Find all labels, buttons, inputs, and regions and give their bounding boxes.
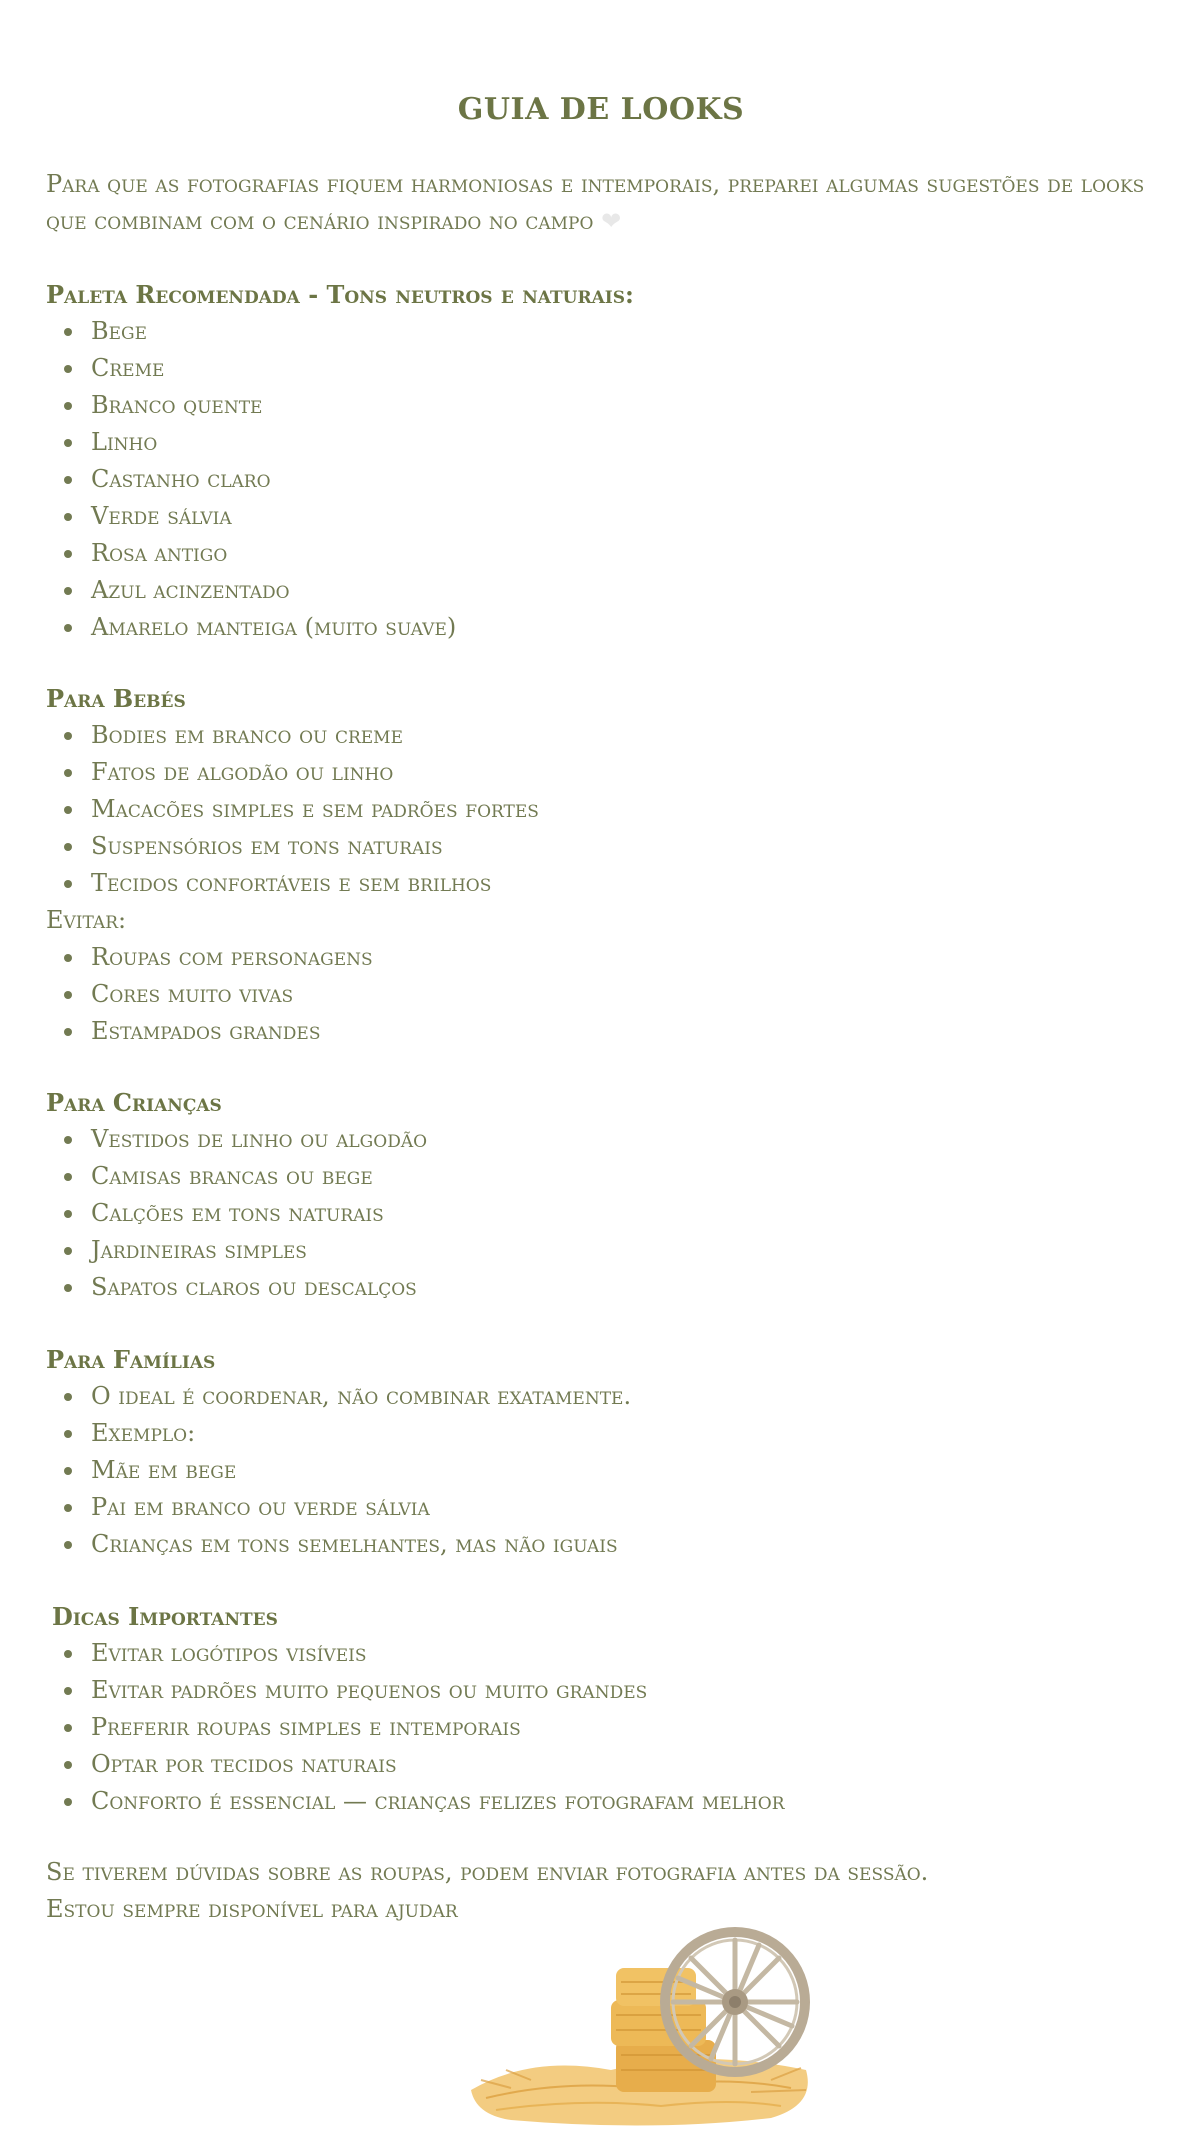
list-item: Sapatos claros ou descalços (46, 1269, 1156, 1306)
bullet-icon (64, 587, 72, 595)
bullet-icon (64, 1247, 72, 1255)
list-item: Preferir roupas simples e intemporais (46, 1709, 1156, 1746)
bullet-icon (64, 1541, 72, 1549)
list-item: Suspensórios em tons naturais (46, 828, 1156, 865)
list-item: Exemplo: (46, 1415, 1156, 1452)
list-item: Azul acinzentado (46, 572, 1156, 609)
bullet-icon (64, 843, 72, 851)
list-item: Creme (46, 350, 1156, 387)
bullet-icon (64, 1284, 72, 1292)
bullet-icon (64, 1467, 72, 1475)
bullet-icon (64, 328, 72, 336)
bullet-icon (64, 769, 72, 777)
list-item: Optar por tecidos naturais (46, 1746, 1156, 1783)
list-item: Camisas brancas ou bege (46, 1158, 1156, 1195)
closing-line-1: Se tiverem dúvidas sobre as roupas, podem enviar fotografia antes da sessão. (46, 1858, 929, 1886)
palette-list (46, 313, 1156, 646)
list-item: Cores muito vivas (46, 976, 1156, 1013)
list-item: Verde sálvia (46, 498, 1156, 535)
bullet-icon (64, 880, 72, 888)
bullet-icon (64, 1136, 72, 1144)
closing-paragraph (46, 1854, 1156, 1928)
tips-list (46, 1635, 1156, 1820)
list-item: Jardineiras simples (46, 1232, 1156, 1269)
list-item: Bodies em branco ou creme (46, 717, 1156, 754)
bullet-icon (64, 1724, 72, 1732)
list-item: Fatos de algodão ou linho (46, 754, 1156, 791)
bullet-icon (64, 476, 72, 484)
babies-avoid-list (46, 939, 1156, 1050)
bullet-icon (64, 402, 72, 410)
list-item: Mãe em bege (46, 1452, 1156, 1489)
bullet-icon (64, 1028, 72, 1036)
children-list (46, 1121, 1156, 1306)
list-item: Crianças em tons semelhantes, mas não iguais (46, 1526, 1156, 1563)
bullet-icon (64, 439, 72, 447)
intro-paragraph (46, 166, 1156, 240)
families-section (46, 1341, 1156, 1563)
hay-bales-wagon-wheel-icon (471, 1920, 816, 2130)
palette-heading: Paleta Recomendada - Tons neutros e naturais: (46, 280, 634, 309)
list-item: Calções em tons naturais (46, 1195, 1156, 1232)
list-item: Evitar padrões muito pequenos ou muito grandes (46, 1672, 1156, 1709)
bullet-icon (64, 1798, 72, 1806)
bullet-icon (64, 513, 72, 521)
list-item: O ideal é coordenar, não combinar exatamente. (46, 1378, 1156, 1415)
list-item: Evitar logótipos visíveis (46, 1635, 1156, 1672)
children-heading: Para Crianças (46, 1088, 222, 1117)
list-item: Branco quente (46, 387, 1156, 424)
families-heading: Para Famílias (46, 1345, 216, 1374)
bullet-icon (64, 1761, 72, 1769)
bullet-icon (64, 806, 72, 814)
list-item: Macacões simples e sem padrões fortes (46, 791, 1156, 828)
list-item: Vestidos de linho ou algodão (46, 1121, 1156, 1158)
tips-heading: Dicas Importantes (52, 1602, 278, 1631)
list-item: Rosa antigo (46, 535, 1156, 572)
list-item: Pai em branco ou verde sálvia (46, 1489, 1156, 1526)
babies-list (46, 717, 1156, 902)
bullet-icon (64, 365, 72, 373)
avoid-label: Evitar: (46, 906, 127, 934)
babies-heading: Para Bebés (46, 684, 186, 713)
bullet-icon (64, 550, 72, 558)
list-item: Linho (46, 424, 1156, 461)
bullet-icon (64, 732, 72, 740)
list-item: Estampados grandes (46, 1013, 1156, 1050)
bullet-icon (64, 954, 72, 962)
list-item: Roupas com personagens (46, 939, 1156, 976)
tips-section (46, 1598, 1156, 1820)
bullet-icon (64, 1687, 72, 1695)
bullet-icon (64, 624, 72, 632)
list-item: Amarelo manteiga (muito suave) (46, 609, 1156, 646)
bullet-icon (64, 1210, 72, 1218)
bullet-icon (64, 1393, 72, 1401)
families-list (46, 1378, 1156, 1563)
heart-icon: ❤ (601, 207, 622, 235)
list-item: Tecidos confortáveis e sem brilhos (46, 865, 1156, 902)
intro-text: Para que as fotografias fiquem harmoniosas e intemporais, preparei algumas sugestões de looks que combinam com o cenário inspirado no campo (46, 170, 1145, 235)
closing-line-2: Estou sempre disponível para ajudar (46, 1895, 458, 1923)
bullet-icon (64, 1173, 72, 1181)
bullet-icon (64, 1650, 72, 1658)
bullet-icon (64, 991, 72, 999)
wagon-wheel (665, 1932, 805, 2072)
list-item: Castanho claro (46, 461, 1156, 498)
palette-section (46, 276, 1156, 646)
babies-section (46, 680, 1156, 1050)
bullet-icon (64, 1430, 72, 1438)
bullet-icon (64, 1504, 72, 1512)
children-section (46, 1084, 1156, 1306)
list-item: Conforto é essencial — crianças felizes fotografam melhor (46, 1783, 1156, 1820)
page-title: GUIA DE LOOKS (457, 92, 745, 127)
list-item: Bege (46, 313, 1156, 350)
